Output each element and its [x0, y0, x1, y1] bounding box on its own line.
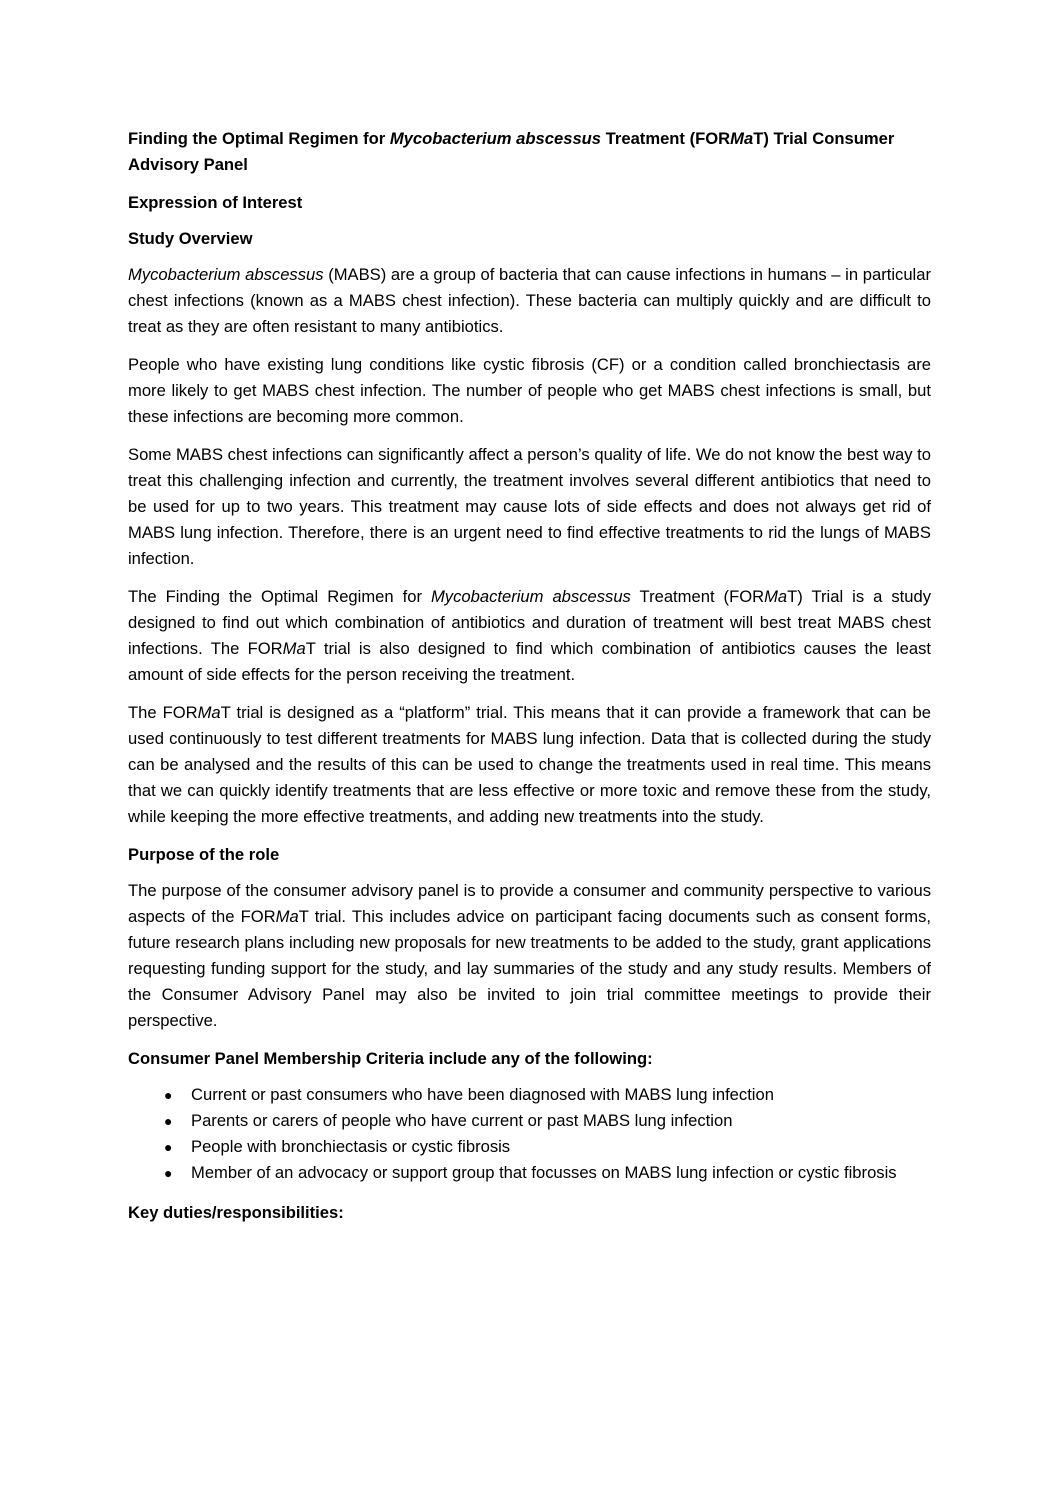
study-overview-paragraph-4 [128, 584, 931, 688]
study-overview-heading: Study Overview [128, 229, 253, 248]
purpose-b: Ma [275, 907, 299, 926]
criteria-heading: Consumer Panel Membership Criteria include any of the following: [128, 1049, 653, 1068]
criteria-item-text: Parents or carers of people who have current or past MABS lung infection [191, 1111, 733, 1130]
criteria-item-text: Current or past consumers who have been diagnosed with MABS lung infection [191, 1085, 774, 1104]
purpose-a: The purpose of the consumer advisory panel is to provide a consumer and community perspective to various aspects of the FOR [128, 881, 931, 926]
p5-a: The FOR [128, 703, 198, 722]
title-part-4: Ma [730, 129, 754, 148]
title-part-3: Treatment (FOR [601, 129, 731, 148]
p5-b: Ma [197, 703, 221, 722]
p4-b: Mycobacterium abscessus [430, 587, 631, 606]
p4-d: Ma [764, 587, 788, 606]
criteria-item-text: People with bronchiectasis or cystic fibrosis [191, 1137, 511, 1156]
p1-rest: (MABS) are a group of bacteria that can cause infections in humans – in particular chest infections (known as a MABS chest infection). These bacteria can multiply quickly and are difficult to treat as they are often resistant to many antibiotics. [128, 265, 931, 336]
study-overview-paragraph-1 [128, 262, 931, 340]
p4-g: T trial is also designed to find which combination of antibiotics causes the least amount of side effects for the person receiving the treatment. [128, 639, 931, 684]
bullet-icon: ● [164, 1087, 173, 1103]
purpose-paragraph [128, 878, 931, 1034]
p4-e: T) Trial is a study designed to find out which combination of antibiotics and duration of treatment will best treat MABS chest infections. The FOR [128, 587, 931, 658]
p4-f: Ma [282, 639, 306, 658]
study-overview-paragraph-2: People who have existing lung conditions like cystic fibrosis (CF) or a condition called bronchiectasis are more likely to get MABS chest infection. The number of people who get MABS chest infections is small, but these infections are becoming more common. [128, 355, 931, 426]
title-part-1: Finding the Optimal Regimen for [128, 129, 390, 148]
purpose-heading: Purpose of the role [128, 845, 280, 864]
p4-c: Treatment (FOR [630, 587, 765, 606]
bullet-icon: ● [164, 1113, 173, 1129]
criteria-list [128, 1082, 931, 1186]
study-overview-paragraph-3: Some MABS chest infections can significantly affect a person’s quality of life. We do not know the best way to treat this challenging infection and currently, the treatment involves several different antibiotics that need to be used for up to two years. This treatment may cause lots of side effects and does not always get rid of MABS lung infection. Therefore, there is an urgent need to find effective treatments to rid the lungs of MABS infection. [128, 445, 931, 568]
p5-c: T trial is designed as a “platform” trial. This means that it can provide a framework that can be used continuously to test different treatments for MABS lung infection. Data that is collected during the study can be analysed and the results of this can be used to change the treatments used in real time. This means that we can quickly identify treatments that are less effective or more toxic and remove these from the study, while keeping the more effective treatments, and adding new treatments into the study. [128, 703, 931, 826]
list-item [128, 1134, 931, 1160]
list-item [128, 1160, 931, 1186]
title-part-5: T) Trial Consumer Advisory Panel [128, 129, 895, 174]
p4-a: The Finding the Optimal Regimen for [128, 587, 431, 606]
title-part-2: Mycobacterium abscessus [389, 129, 602, 148]
list-item [128, 1082, 931, 1108]
document-subtitle: Expression of Interest [128, 193, 303, 212]
bullet-icon: ● [164, 1139, 173, 1155]
purpose-c: T trial. This includes advice on participant facing documents such as consent forms, future research plans including new proposals for new treatments to be added to the study, grant applications requesting funding support for the study, and lay summaries of the study and any study results. Members of the Consumer Advisory Panel may also be invited to join trial committee meetings to provide their perspective. [128, 907, 931, 1030]
document-title [128, 126, 931, 178]
document-page [128, 126, 931, 1236]
p1-italic: Mycobacterium abscessus [128, 265, 324, 284]
study-overview-paragraph-5 [128, 700, 931, 830]
criteria-item-text: Member of an advocacy or support group that focusses on MABS lung infection or cystic fibrosis [191, 1163, 897, 1182]
duties-heading: Key duties/responsibilities: [128, 1203, 344, 1222]
list-item [128, 1108, 931, 1134]
bullet-icon: ● [164, 1165, 173, 1181]
